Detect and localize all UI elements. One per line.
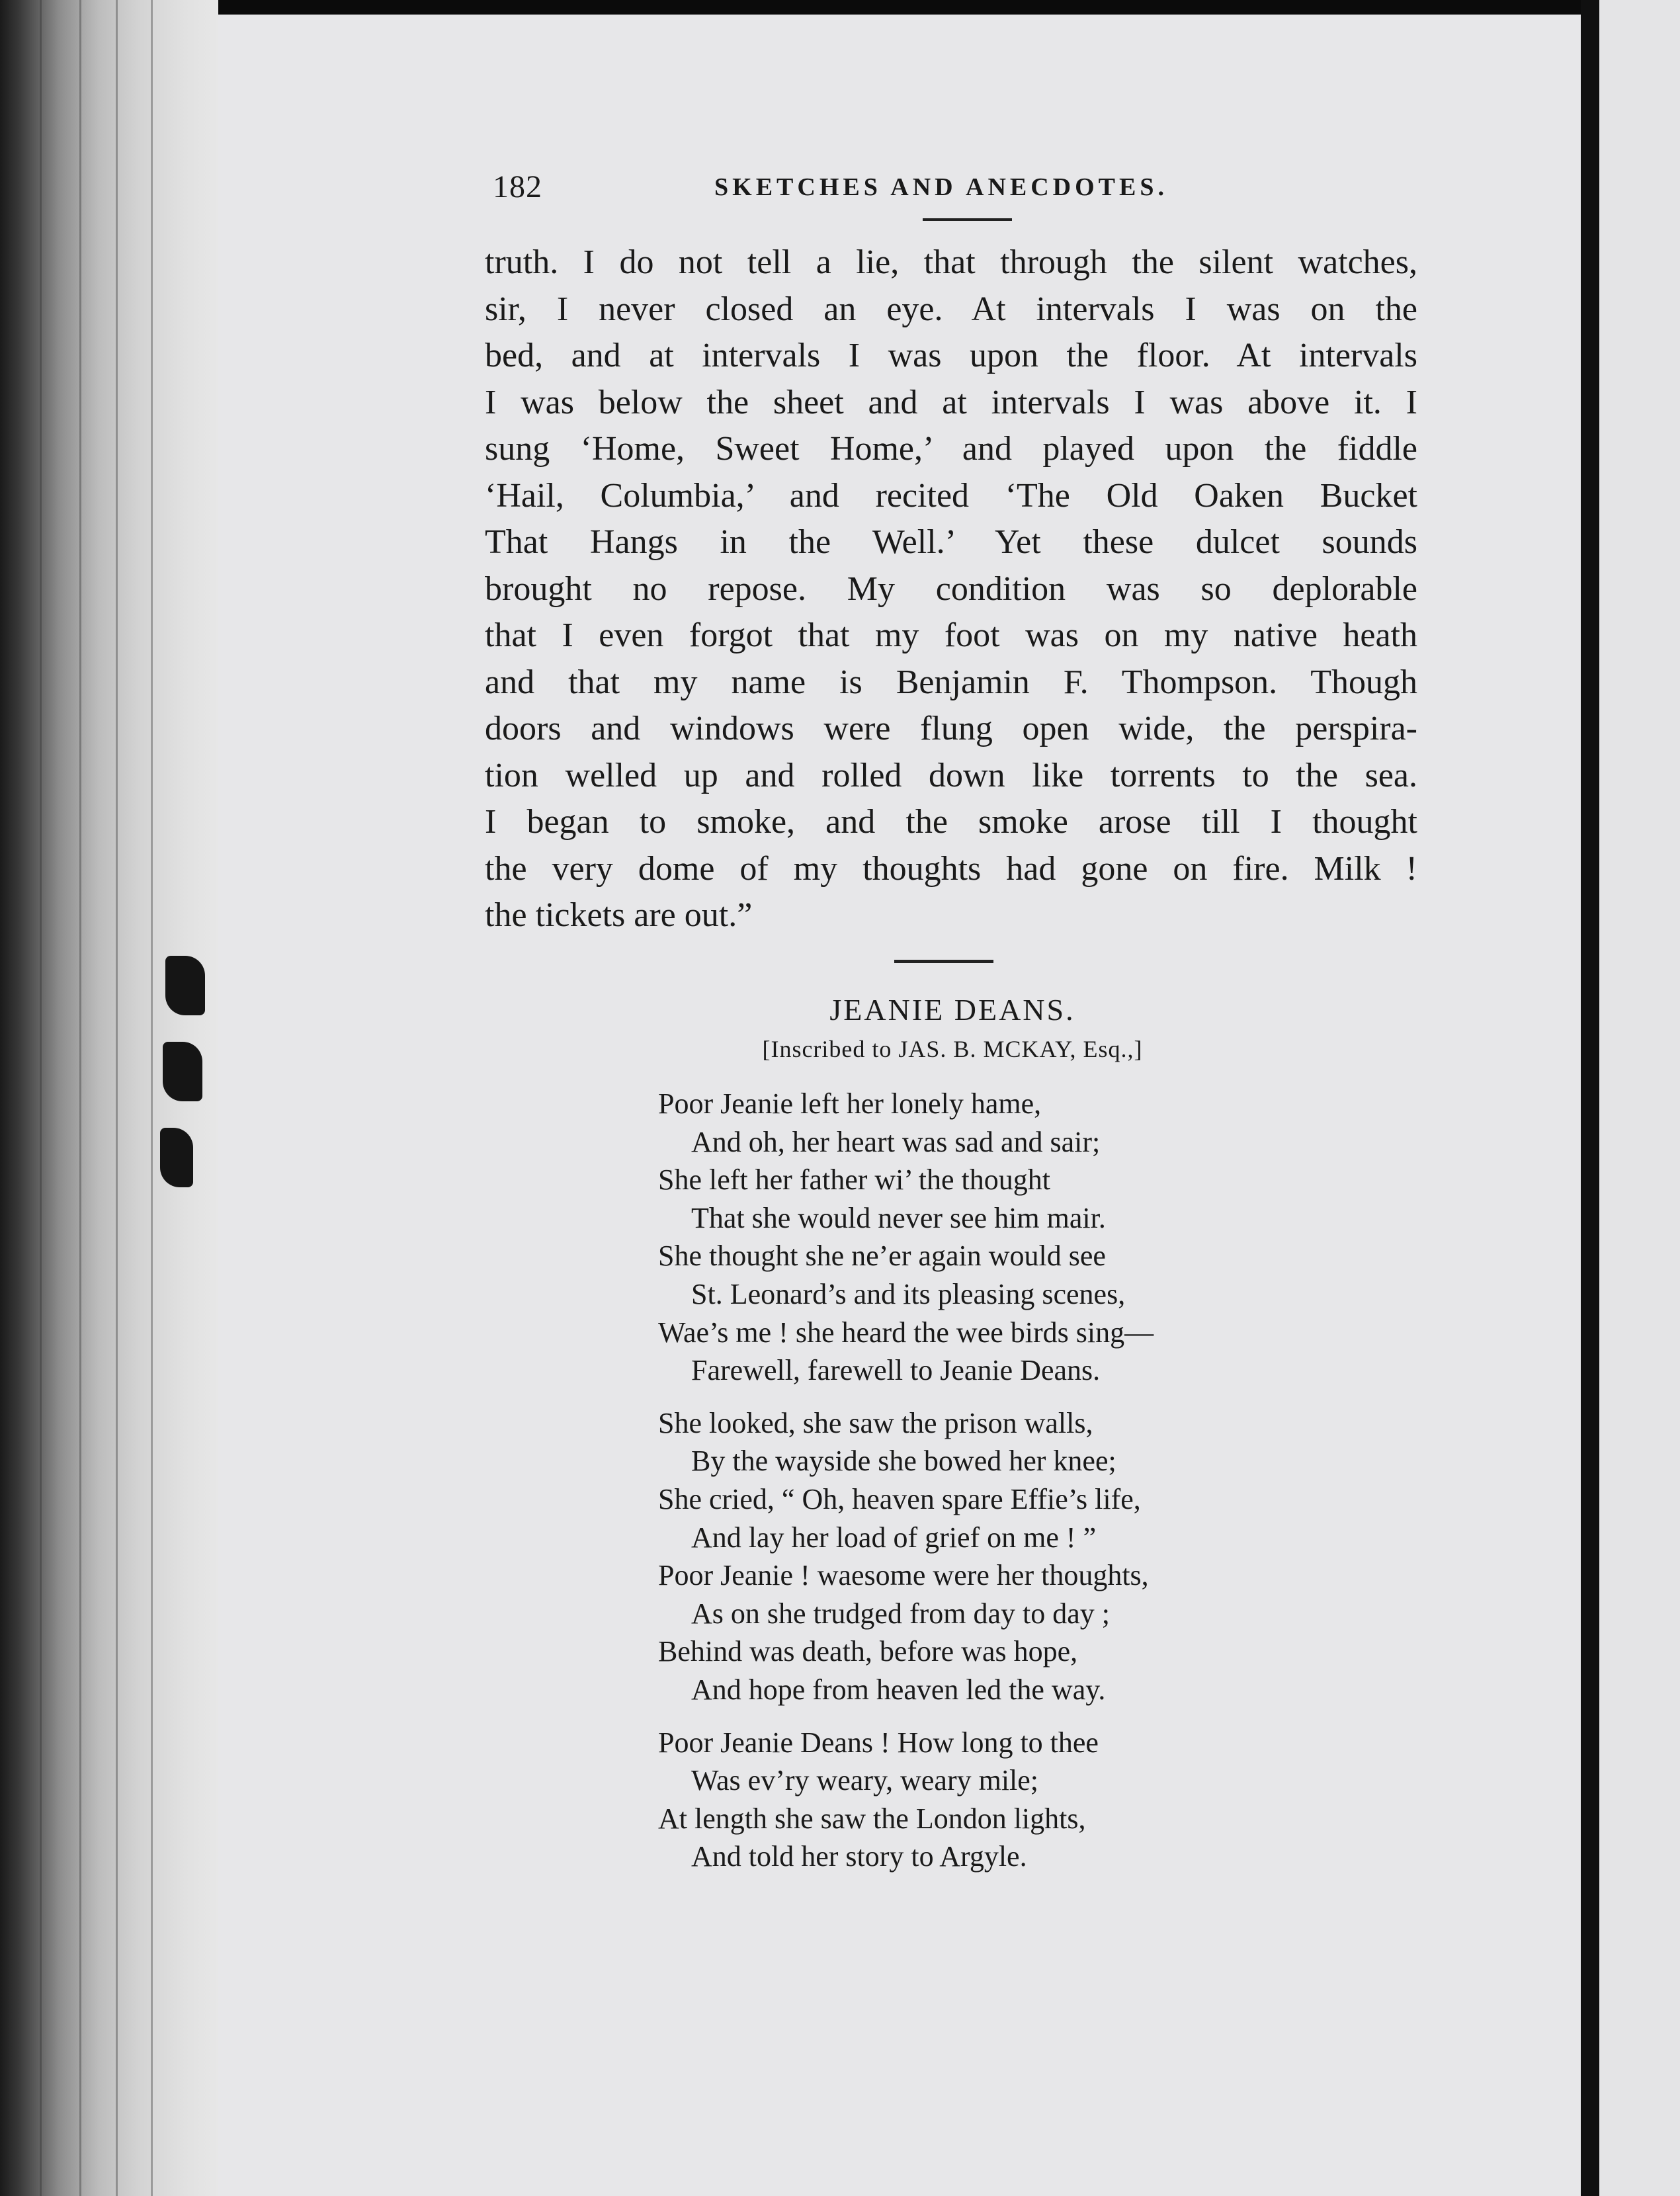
section-rule	[894, 960, 993, 963]
poem-line: Wae’s me ! she heard the wee birds sing—	[658, 1316, 1154, 1349]
prose-line: sir, I never closed an eye. At intervals I was on the	[485, 290, 1417, 328]
prose-line: sung ‘Home, Sweet Home,’ and played upon the fiddle	[485, 430, 1417, 468]
poem-line: Poor Jeanie left her lonely hame,	[658, 1087, 1042, 1120]
book-gutter	[1581, 0, 1599, 2196]
poem-line: She looked, she saw the prison walls,	[658, 1406, 1093, 1439]
prose-line: brought no repose. My condition was so deplorable	[485, 570, 1417, 608]
poem-title: JEANIE DEANS.	[829, 993, 1075, 1027]
poem-line: Poor Jeanie ! waesome were her thoughts,	[658, 1559, 1149, 1592]
poem-dedication: [Inscribed to JAS. B. MCKAY, Esq.,]	[762, 1036, 1143, 1062]
page-edge-line	[40, 0, 42, 2196]
poem-line: Farewell, farewell to Jeanie Deans.	[691, 1354, 1101, 1387]
prose-line: tion welled up and rolled down like torrents to the sea.	[485, 756, 1417, 794]
poem-line: As on she trudged from day to day ;	[691, 1597, 1110, 1630]
prose-line: That Hangs in the Well.’ Yet these dulcet sounds	[485, 523, 1417, 561]
top-shadow	[218, 0, 1581, 15]
running-head: SKETCHES AND ANECDOTES.	[714, 173, 1168, 201]
prose-line: truth. I do not tell a lie, that through the silent watches,	[485, 243, 1417, 281]
poem-line: Was ev’ry weary, weary mile;	[691, 1764, 1039, 1797]
page-edge-line	[116, 0, 118, 2196]
poem-line: Poor Jeanie Deans ! How long to thee	[658, 1726, 1099, 1759]
ink-mark	[160, 1128, 193, 1187]
poem-line: By the wayside she bowed her knee;	[691, 1445, 1116, 1478]
poem-line: Behind was death, before was hope,	[658, 1635, 1078, 1668]
poem-line: She cried, “ Oh, heaven spare Effie’s life,	[658, 1482, 1141, 1515]
page-edge-line	[151, 0, 153, 2196]
prose-line: bed, and at intervals I was upon the floor. At intervals	[485, 337, 1417, 374]
poem-line: And hope from heaven led the way.	[691, 1673, 1106, 1706]
poem-line: And oh, her heart was sad and sair;	[691, 1125, 1101, 1158]
poem-stanza	[658, 1085, 1320, 1390]
prose-line: the very dome of my thoughts had gone on fire. Milk !	[485, 849, 1417, 888]
prose-line: that I even forgot that my foot was on my native heath	[485, 616, 1417, 654]
header-rule	[923, 218, 1012, 221]
poem-line: St. Leonard’s and its pleasing scenes,	[691, 1277, 1126, 1310]
poem-line: And lay her load of grief on me ! ”	[691, 1521, 1097, 1554]
facing-page-edge	[1599, 0, 1680, 2196]
page-number: 182	[493, 169, 542, 204]
prose-line: the tickets are out.”	[485, 896, 753, 934]
poem-line: At length she saw the London lights,	[658, 1802, 1086, 1835]
poem-line: She left her father wi’ the thought	[658, 1163, 1050, 1197]
poem-line: That she would never see him mair.	[691, 1201, 1106, 1234]
prose-line: I was below the sheet and at intervals I was above it. I	[485, 383, 1417, 421]
prose-line: and that my name is Benjamin F. Thompson. Though	[485, 663, 1417, 701]
prose-line: ‘Hail, Columbia,’ and recited ‘The Old Oaken Bucket	[485, 476, 1417, 515]
poem-line: She thought she ne’er again would see	[658, 1240, 1106, 1273]
page-edge-line	[79, 0, 81, 2196]
poem-stanza	[658, 1724, 1320, 1876]
prose-line: doors and windows were flung open wide, the perspira-	[485, 710, 1417, 747]
poem-line: And told her story to Argyle.	[691, 1840, 1027, 1873]
prose-paragraph	[485, 239, 1417, 939]
poem	[658, 1085, 1320, 1890]
page-header	[493, 169, 1419, 215]
poem-stanza	[658, 1404, 1320, 1709]
prose-line: I began to smoke, and the smoke arose till I thought	[485, 803, 1417, 841]
